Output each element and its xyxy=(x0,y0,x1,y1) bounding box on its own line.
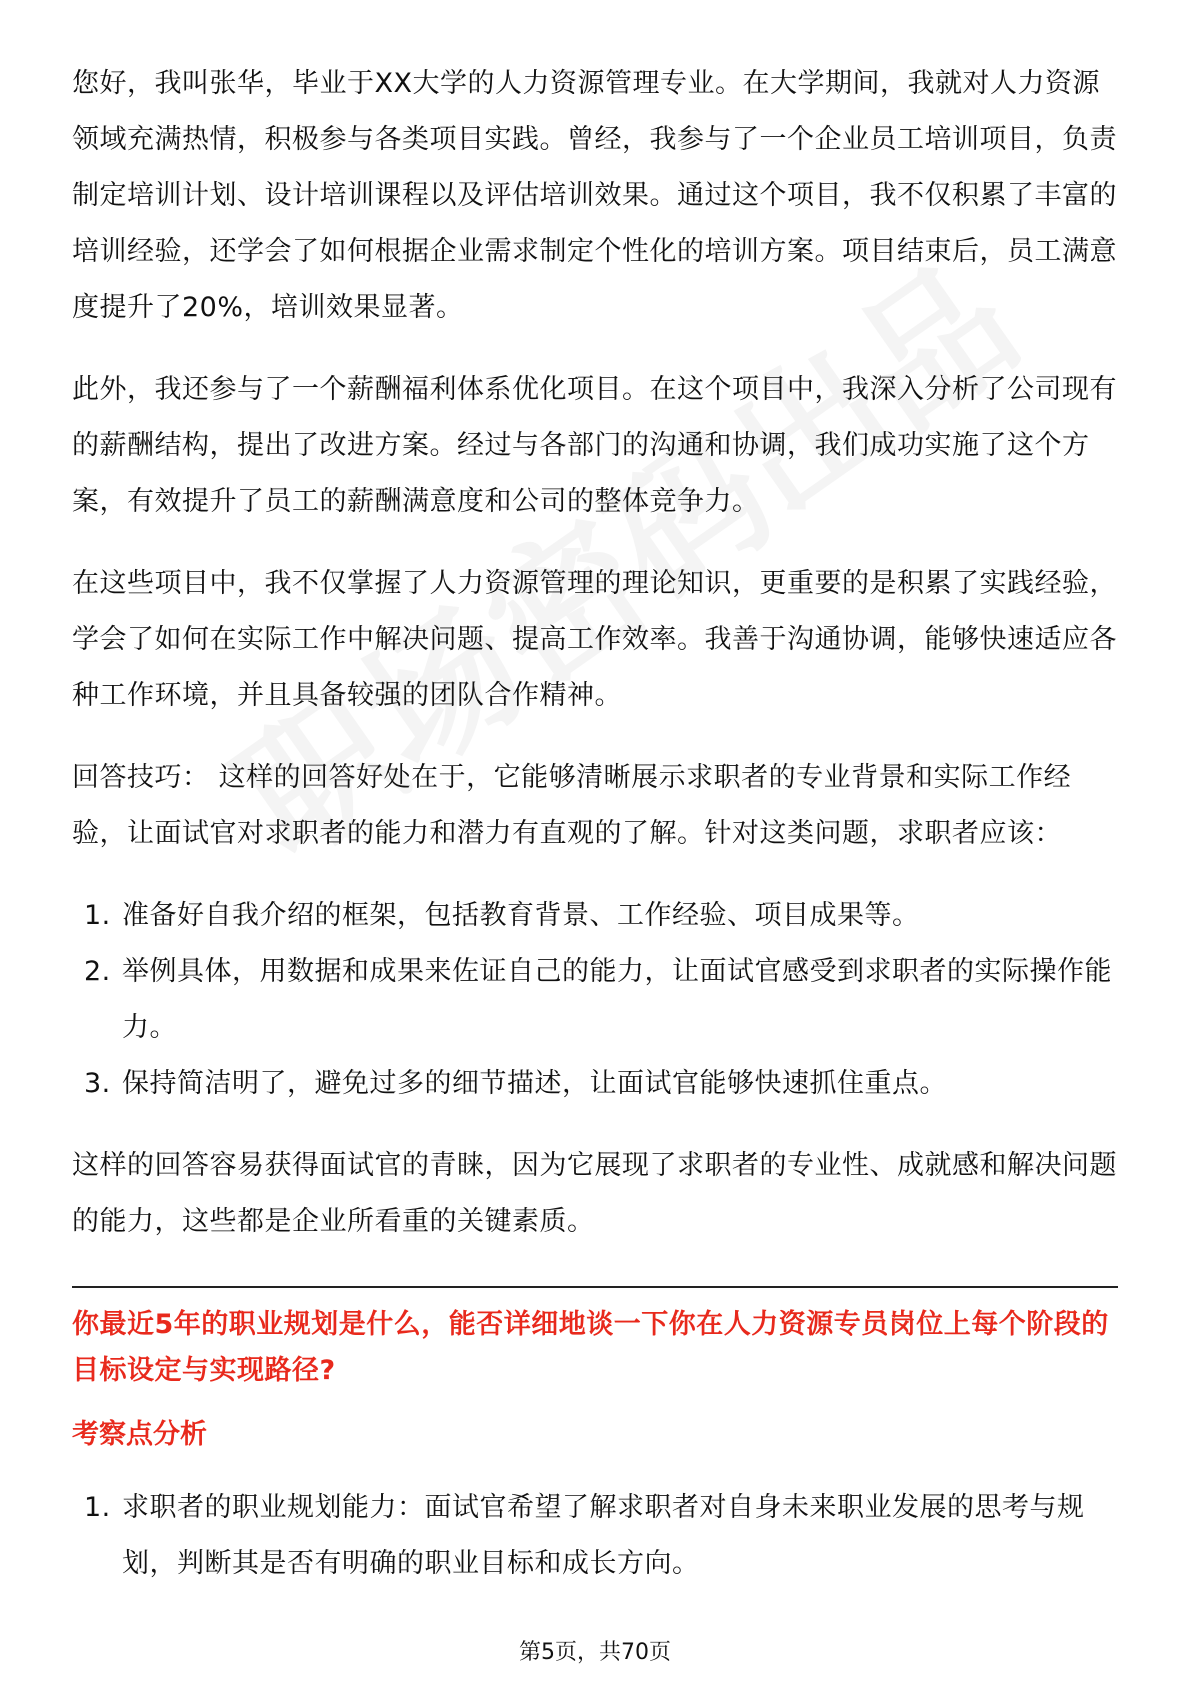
list-item xyxy=(72,1480,1118,1592)
list-text: 保持简洁明了，避免过多的细节描述，让面试官能够快速抓住重点。 xyxy=(122,1068,947,1099)
document-page xyxy=(72,56,1118,1618)
page-footer: 第5页，共70页 xyxy=(519,1640,671,1665)
paragraph-tips-intro: 回答技巧： 这样的回答好处在于，它能够清晰展示求职者的专业背景和实际工作经验，让面试官对求职者的能力和潜力有直观的了解。针对这类问题，求职者应该： xyxy=(72,762,1072,849)
list-item xyxy=(72,944,1118,1056)
paragraph-intro: 您好，我叫张华，毕业于XX大学的人力资源管理专业。在大学期间，我就对人力资源领域充满热情，积极参与各类项目实践。曾经，我参与了一个企业员工培训项目，负责制定培训计划、设计培训课程以及评估培训效果。通过这个项目，我不仅积累了丰富的培训经验，还学会了如何根据企业需求制定个性化的培训方案。项目结束后，员工满意度提升了20%，培训效果显著。 xyxy=(72,68,1117,323)
analysis-list xyxy=(72,1480,1118,1592)
list-number: 2. xyxy=(84,956,111,987)
paragraph-project: 此外，我还参与了一个薪酬福利体系优化项目。在这个项目中，我深入分析了公司现有的薪酬结构，提出了改进方案。经过与各部门的沟通和协调，我们成功实施了这个方案，有效提升了员工的薪酬满意度和公司的整体竞争力。 xyxy=(72,374,1117,517)
list-number: 1. xyxy=(84,900,111,931)
list-number: 1. xyxy=(84,1492,111,1523)
tips-list xyxy=(72,888,1118,1112)
list-text: 求职者的职业规划能力：面试官希望了解求职者对自身未来职业发展的思考与规划，判断其是否有明确的职业目标和成长方向。 xyxy=(122,1492,1085,1579)
section-divider xyxy=(72,1286,1118,1288)
list-item xyxy=(72,1056,1118,1112)
list-number: 3. xyxy=(84,1068,111,1099)
section-title: 考察点分析 xyxy=(72,1419,207,1450)
paragraph-closing: 这样的回答容易获得面试官的青睐，因为它展现了求职者的专业性、成就感和解决问题的能力，这些都是企业所看重的关键素质。 xyxy=(72,1150,1117,1237)
list-text: 准备好自我介绍的框架，包括教育背景、工作经验、项目成果等。 xyxy=(122,900,920,931)
list-item xyxy=(72,888,1118,944)
list-text: 举例具体，用数据和成果来佐证自己的能力，让面试官感受到求职者的实际操作能力。 xyxy=(122,956,1112,1043)
paragraph-skills: 在这些项目中，我不仅掌握了人力资源管理的理论知识，更重要的是积累了实践经验，学会了如何在实际工作中解决问题、提高工作效率。我善于沟通协调，能够快速适应各种工作环境，并且具备较强的团队合作精神。 xyxy=(72,568,1117,711)
interview-question: 你最近5年的职业规划是什么，能否详细地谈一下你在人力资源专员岗位上每个阶段的目标设定与实现路径? xyxy=(72,1309,1109,1386)
